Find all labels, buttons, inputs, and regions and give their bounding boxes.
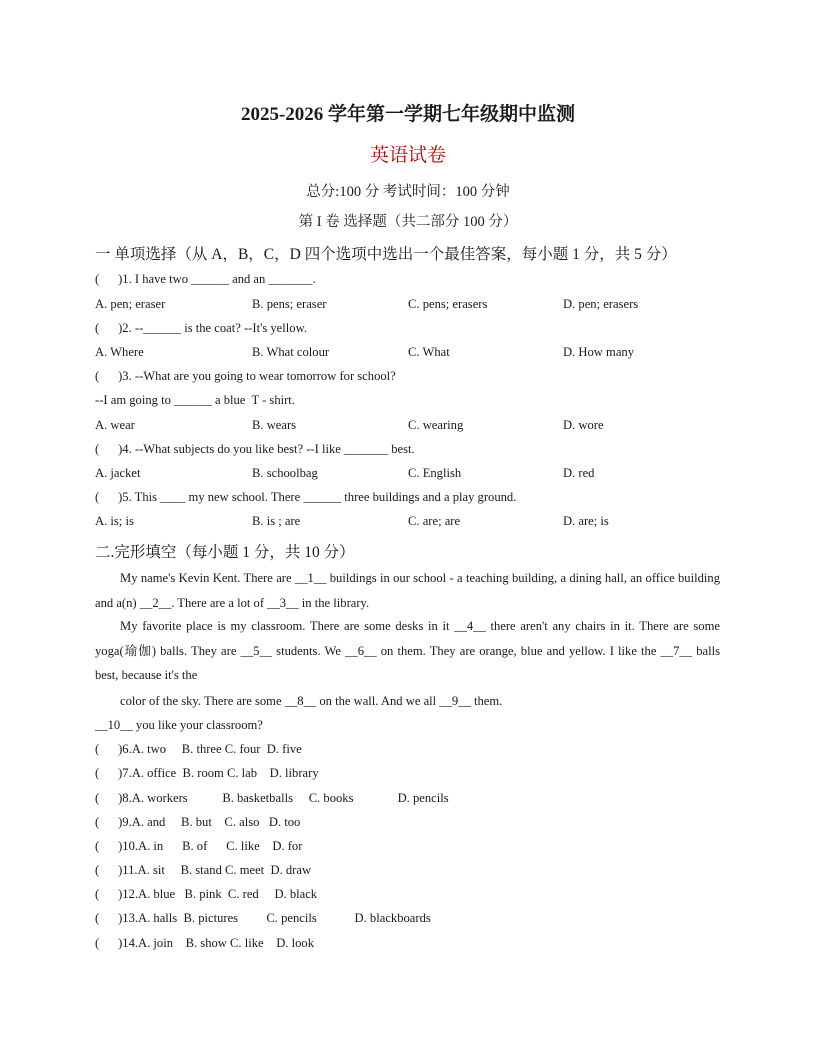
cloze-item: ( )9.A. and B. but C. also D. too xyxy=(95,815,301,829)
score-info: 总分:100 分 考试时间：100 分钟 xyxy=(306,184,510,200)
option-b: B. What colour xyxy=(252,345,330,359)
exam-subtitle: 英语试卷 xyxy=(369,145,446,166)
option-d: D. pen; erasers xyxy=(563,297,639,311)
option-a: A. Where xyxy=(95,345,144,359)
option-a: A. wear xyxy=(95,418,135,432)
option-c: C. are; are xyxy=(408,514,461,528)
exam-title: 2025-2026 学年第一学期七年级期中监测 xyxy=(240,104,576,125)
option-d: D. red xyxy=(563,466,595,480)
question-stem: ( )2. --______ is the coat? --It's yellow. xyxy=(95,321,307,335)
option-c: C. pens; erasers xyxy=(408,297,488,311)
cloze-item: ( )11.A. sit B. stand C. meet D. draw xyxy=(95,863,312,877)
question-stem: ( )4. --What subjects do you like best? --I like _______ best. xyxy=(95,442,415,456)
option-d: D. How many xyxy=(563,345,635,359)
option-a: A. pen; eraser xyxy=(95,297,166,311)
cloze-item: ( )7.A. office B. room C. lab D. library xyxy=(95,766,319,780)
cloze-item: ( )13.A. halls B. pictures C. pencils D. blackboards xyxy=(95,911,431,925)
question-stem: ( )5. This ____ my new school. There ______ three buildings and a play ground. xyxy=(95,490,517,504)
volume-info: 第 I 卷 选择题（共二部分 100 分） xyxy=(298,214,518,230)
cloze-paragraph-1: My name's Kevin Kent. There are __1__ buildings in our school - a teaching building, a dining hall, an office building and a(n) __2__. There are a lot of __3__ in the library. xyxy=(95,571,720,610)
section2-heading: 二.完形填空（每小题 1 分，共 10 分） xyxy=(95,544,355,561)
cloze-item: ( )8.A. workers B. basketballs C. books D. pencils xyxy=(95,791,449,805)
section1-heading: 一 单项选择（从 A，B，C，D 四个选项中选出一个最佳答案，每小题 1 分，共 5 分） xyxy=(95,246,677,263)
question-stem: ( )1. I have two ______ and an _______. xyxy=(95,272,316,286)
option-b: B. wears xyxy=(252,418,297,432)
cloze-item: ( )14.A. join B. show C. like D. look xyxy=(95,936,314,950)
option-b: B. is ; are xyxy=(252,514,301,528)
cloze-item: ( )10.A. in B. of C. like D. for xyxy=(95,839,303,853)
cloze-paragraph-3: color of the sky. There are some __8__ on the wall. And we all __9__ them. xyxy=(120,694,503,708)
option-b: B. schoolbag xyxy=(252,466,318,480)
option-b: B. pens; eraser xyxy=(252,297,327,311)
option-c: C. What xyxy=(408,345,450,359)
option-c: C. English xyxy=(408,466,462,480)
option-d: D. are; is xyxy=(563,514,609,528)
option-a: A. is; is xyxy=(95,514,134,528)
option-d: D. wore xyxy=(563,418,604,432)
cloze-item: ( )6.A. two B. three C. four D. five xyxy=(95,742,302,756)
option-c: C. wearing xyxy=(408,418,464,432)
option-a: A. jacket xyxy=(95,466,141,480)
cloze-item: ( )12.A. blue B. pink C. red D. black xyxy=(95,887,318,901)
question-stem: ( )3. --What are you going to wear tomorrow for school? xyxy=(95,369,396,383)
question-stem-continued: --I am going to ______ a blue T - shirt. xyxy=(95,393,295,407)
cloze-paragraph-2: My favorite place is my classroom. There are some desks in it __4__ there aren't any chairs in it. There are some yoga(瑜伽) balls. They are __5__ students. We __6__ on them. They are orange, blue and yellow. I like the __7__ balls best, because it's the xyxy=(95,619,720,682)
cloze-paragraph-4: __10__ you like your classroom? xyxy=(95,718,263,732)
